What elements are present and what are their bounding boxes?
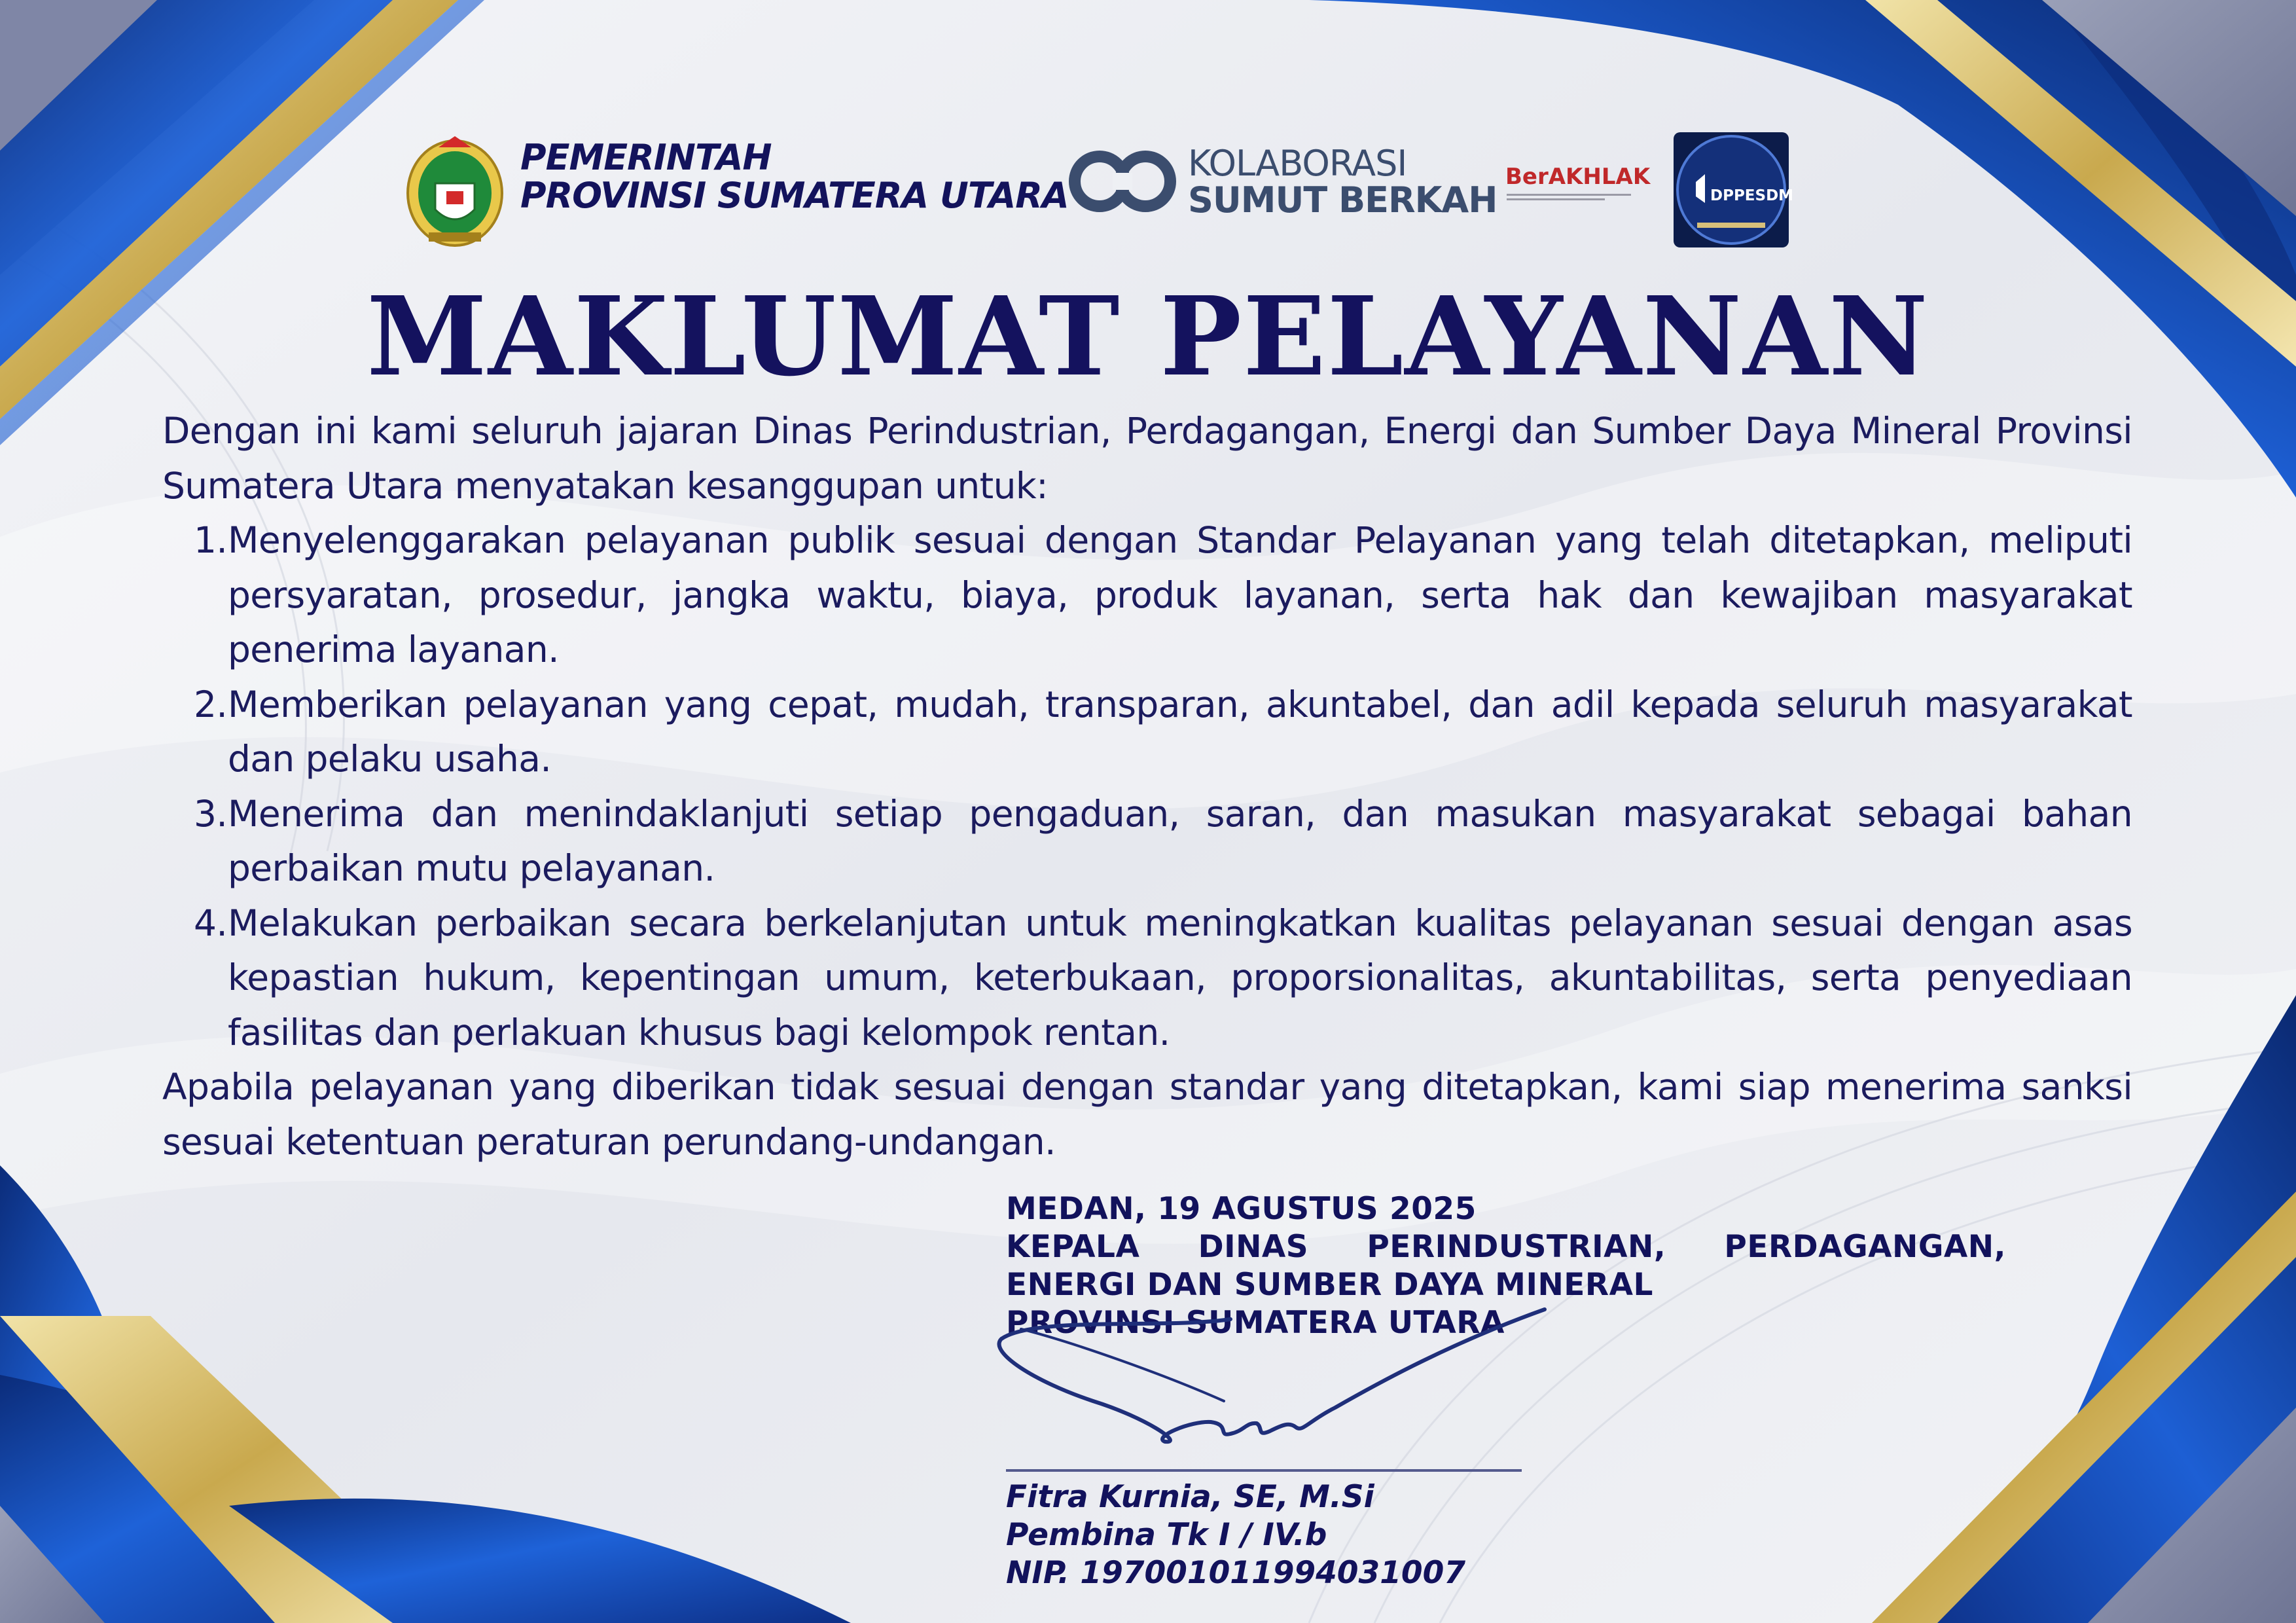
signature-line	[1006, 1469, 1522, 1472]
commitment-item	[162, 896, 2132, 1061]
commitment-list	[162, 513, 2132, 1060]
document-title: MAKLUMAT PELAYANAN	[367, 273, 1929, 401]
berakhlak-tagline-mark	[1507, 192, 1638, 202]
kolaborasi-infinity-icon	[1067, 145, 1178, 217]
kolaborasi-line2: SUMUT BERKAH	[1188, 179, 1498, 221]
item-number: 2.	[194, 683, 228, 725]
item-text: Menyelenggarakan pelayanan publik sesuai dengan Standar Pelayanan yang telah ditetapkan, meliputi persyaratan, prosedur, jangka waktu, biaya, produk layanan, serta hak dan kewajiban masyarakat penerima layanan.	[228, 519, 2132, 670]
item-number: 3.	[194, 792, 228, 835]
signer-block	[1006, 1478, 1465, 1592]
kolaborasi-line1: KOLABORASI	[1188, 143, 1407, 184]
commitment-item	[162, 513, 2132, 678]
signer-nip: NIP. 197001011994031007	[1006, 1555, 1466, 1591]
pemprov-line2: PROVINSI SUMATERA UTARA	[520, 175, 1069, 216]
pemprov-line1: PEMERINTAH	[520, 137, 772, 178]
commitment-item	[162, 678, 2132, 787]
position-line-1: KEPALA DINAS PERINDUSTRIAN, PERDAGANGAN,	[1006, 1229, 2006, 1265]
item-text: Menerima dan menindaklanjuti setiap pengaduan, saran, dan masukan masyarakat sebagai bahan perbaikan mutu pelayanan.	[228, 792, 2132, 889]
intro-paragraph: Dengan ini kami seluruh jajaran Dinas Perindustrian, Perdagangan, Energi dan Sumber Daya Mineral Provinsi Sumatera Utara menyatakan kesanggupan untuk:	[162, 410, 2132, 507]
closing-paragraph: Apabila pelayanan yang diberikan tidak sesuai dengan standar yang ditetapkan, kami siap menerima sanksi sesuai ketentuan peraturan perundang-undangan.	[162, 1066, 2132, 1163]
sumut-coat-of-arms-icon	[399, 131, 511, 249]
signer-rank: Pembina Tk I / IV.b	[1006, 1517, 1327, 1553]
position-line-2: ENERGI DAN SUMBER DAYA MINERAL	[1006, 1267, 1653, 1303]
maklumat-body	[162, 404, 2132, 1169]
position-line-3: PROVINSI SUMATERA UTARA	[1006, 1305, 1505, 1341]
handwritten-signature	[995, 1303, 1558, 1467]
header-logos	[399, 131, 1793, 255]
pemprov-logo-text	[520, 139, 1069, 215]
item-number: 1.	[194, 519, 228, 561]
place-date: MEDAN, 19 AGUSTUS 2025	[1006, 1191, 1477, 1227]
item-text: Memberikan pelayanan yang cepat, mudah, transparan, akuntabel, dan adil kepada seluruh masyarakat dan pelaku usaha.	[228, 683, 2132, 780]
commitment-item	[162, 787, 2132, 896]
signer-name: Fitra Kurnia, SE, M.Si	[1006, 1479, 1374, 1515]
dppesdm-logo-text: DPPESDM	[1710, 187, 1794, 204]
item-number: 4.	[194, 902, 228, 944]
item-text: Melakukan perbaikan secara berkelanjutan untuk meningkatkan kualitas pelayanan sesuai dengan asas kepastian hukum, kepentingan umum, keterbukaan, proporsionalitas, akuntabilitas, serta penyediaan fasilitas dan perlakuan khusus bagi kelompok rentan.	[228, 902, 2132, 1053]
kolaborasi-logo-text	[1188, 145, 1497, 219]
berakhlak-logo-text: BerAKHLAK	[1505, 164, 1651, 190]
